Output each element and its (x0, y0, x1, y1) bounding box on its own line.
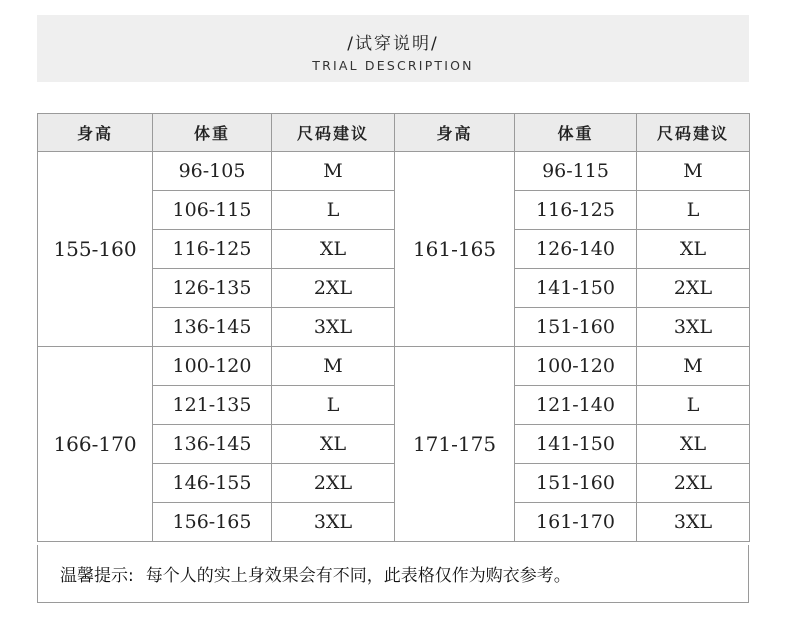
size-cell: 2XL (272, 464, 395, 503)
size-cell: 3XL (637, 503, 750, 542)
size-cell: M (272, 152, 395, 191)
weight-cell: 151-160 (515, 464, 637, 503)
size-cell: M (637, 347, 750, 386)
size-chart (37, 113, 749, 542)
page-subtitle: TRIAL DESCRIPTION (312, 58, 474, 73)
size-cell: 3XL (637, 308, 750, 347)
size-note (37, 545, 749, 603)
weight-cell: 136-145 (153, 308, 272, 347)
note-label: 温馨提示: (60, 566, 134, 586)
weight-cell: 106-115 (153, 191, 272, 230)
weight-cell: 121-135 (153, 386, 272, 425)
size-cell: M (272, 347, 395, 386)
size-cell: L (637, 386, 750, 425)
size-cell: M (637, 152, 750, 191)
size-cell: XL (637, 425, 750, 464)
column-header-weight-right: 体重 (515, 114, 637, 152)
table-row (38, 152, 750, 191)
weight-cell: 96-115 (515, 152, 637, 191)
weight-cell: 116-125 (153, 230, 272, 269)
size-cell: 2XL (637, 464, 750, 503)
size-cell: 3XL (272, 308, 395, 347)
weight-cell: 126-135 (153, 269, 272, 308)
column-header-height-left: 身高 (38, 114, 153, 152)
size-cell: L (272, 386, 395, 425)
column-header-size-right: 尺码建议 (637, 114, 750, 152)
size-cell: XL (637, 230, 750, 269)
height-range-cell: 155-160 (38, 152, 153, 347)
weight-cell: 136-145 (153, 425, 272, 464)
weight-cell: 96-105 (153, 152, 272, 191)
weight-cell: 156-165 (153, 503, 272, 542)
page-title: /试穿说明/ (347, 34, 439, 54)
size-cell: XL (272, 425, 395, 464)
height-range-cell: 171-175 (395, 347, 515, 542)
size-cell: 3XL (272, 503, 395, 542)
weight-cell: 141-150 (515, 425, 637, 464)
weight-cell: 146-155 (153, 464, 272, 503)
note-text: 每个人的实上身效果会有不同，此表格仅作为购衣参考。 (145, 566, 571, 586)
height-range-cell: 166-170 (38, 347, 153, 542)
column-header-size-left: 尺码建议 (272, 114, 395, 152)
size-cell: 2XL (637, 269, 750, 308)
weight-cell: 121-140 (515, 386, 637, 425)
weight-cell: 100-120 (515, 347, 637, 386)
size-cell: XL (272, 230, 395, 269)
weight-cell: 161-170 (515, 503, 637, 542)
size-cell: L (272, 191, 395, 230)
weight-cell: 141-150 (515, 269, 637, 308)
height-range-cell: 161-165 (395, 152, 515, 347)
table-header-row (38, 114, 750, 152)
size-cell: 2XL (272, 269, 395, 308)
weight-cell: 116-125 (515, 191, 637, 230)
weight-cell: 151-160 (515, 308, 637, 347)
column-header-weight-left: 体重 (153, 114, 272, 152)
weight-cell: 100-120 (153, 347, 272, 386)
size-cell: L (637, 191, 750, 230)
column-header-height-right: 身高 (395, 114, 515, 152)
weight-cell: 126-140 (515, 230, 637, 269)
title-banner (37, 15, 749, 82)
table-row (38, 347, 750, 386)
